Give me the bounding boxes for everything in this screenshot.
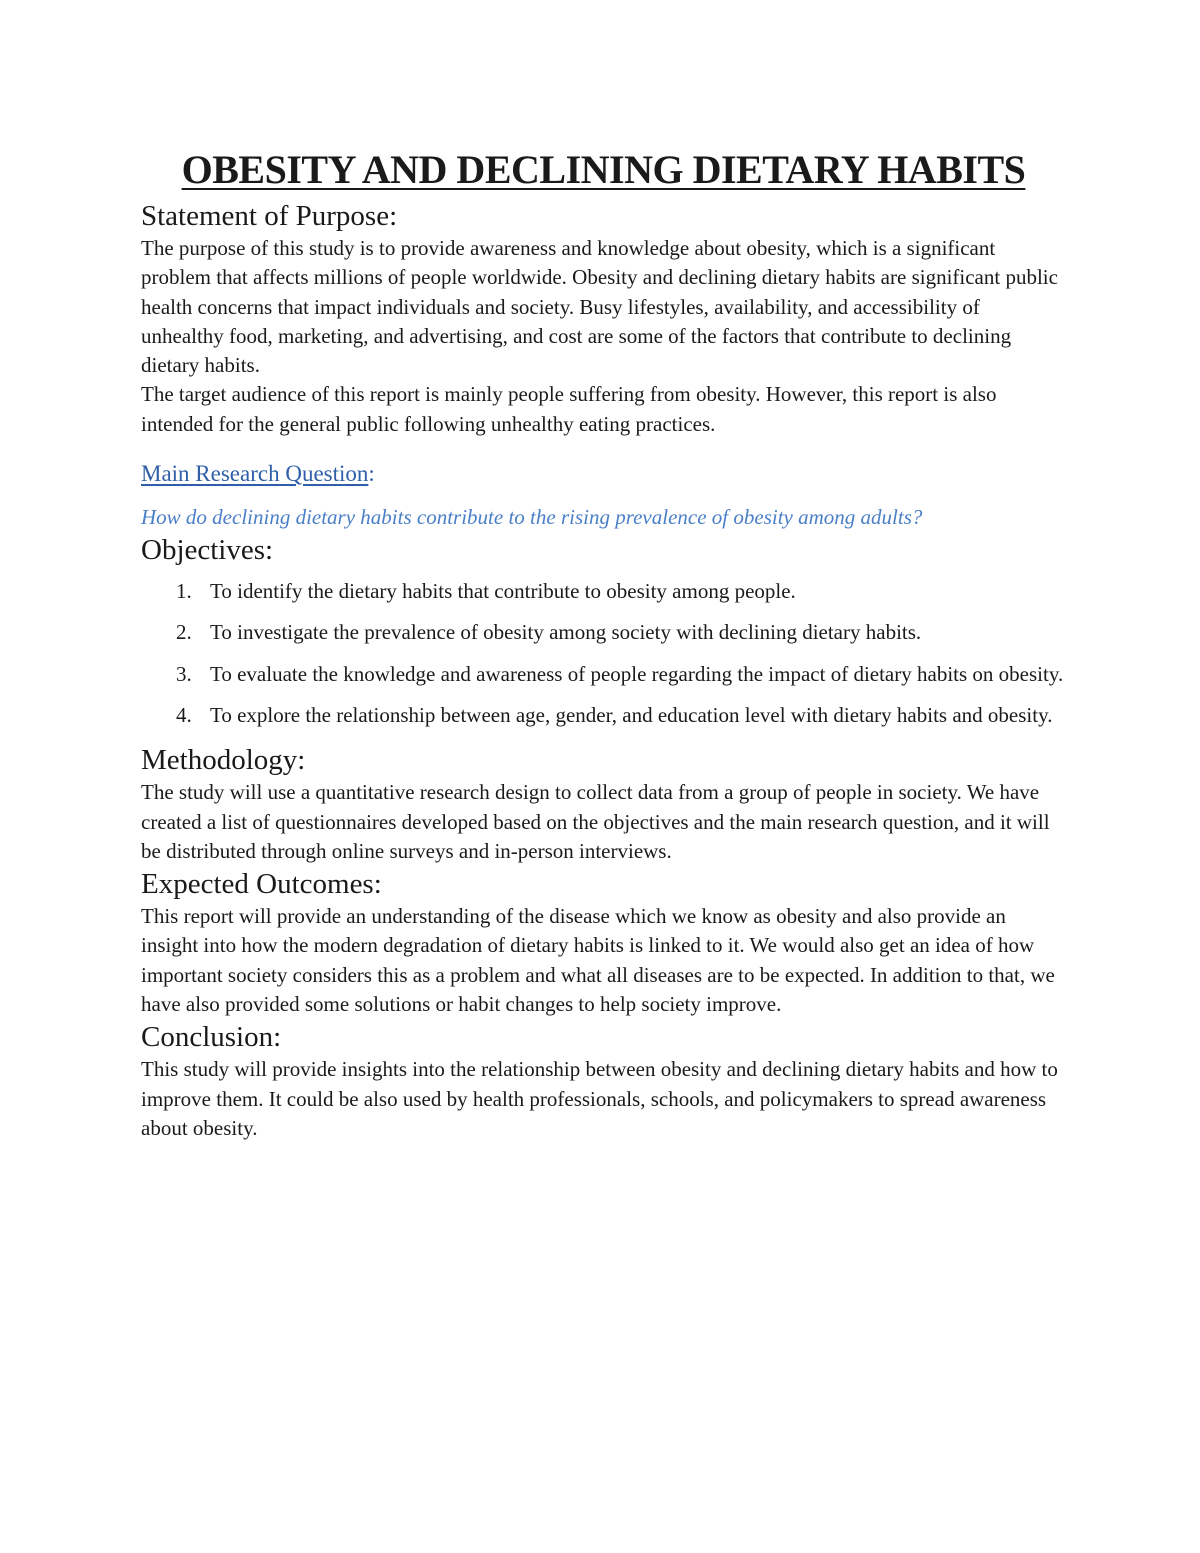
- list-item-text: To explore the relationship between age, gender, and education level with dietary habits and obesity.: [210, 702, 1053, 727]
- methodology-paragraph: The study will use a quantitative research design to collect data from a group of people in society. We have created a list of questionnaires developed based on the objectives and the main research question, and it will be distributed through online surveys and in-person interviews.: [141, 780, 1050, 863]
- research-question-text: How do declining dietary habits contribute to the rising prevalence of obesity among adults?: [141, 505, 923, 530]
- list-item: [141, 618, 1066, 647]
- list-item-number: 1.: [176, 579, 192, 604]
- audience-paragraph: The target audience of this report is mainly people suffering from obesity. However, this report is also intended for the general public following unhealthy eating practices.: [141, 382, 997, 436]
- list-item-text: To identify the dietary habits that contribute to obesity among people.: [210, 579, 796, 604]
- conclusion-paragraph: This study will provide insights into the relationship between obesity and declining dietary habits and how to improve them. It could be also used by health professionals, schools, and policymakers to spread awareness about obesity.: [141, 1057, 1058, 1140]
- list-item-number: 2.: [176, 620, 192, 645]
- conclusion-heading: Conclusion:: [141, 1021, 282, 1054]
- outcomes-heading: Expected Outcomes:: [141, 868, 382, 901]
- list-item: [141, 660, 1066, 689]
- purpose-paragraph: The purpose of this study is to provide awareness and knowledge about obesity, which is a significant problem that affects millions of people worldwide. Obesity and declining dietary habits are significant public health concerns that impact individuals and society. Busy lifestyles, availability, and accessibility of unhealthy food, marketing, and advertising, and cost are some of the factors that contribute to declining dietary habits.: [141, 236, 1058, 378]
- methodology-heading: Methodology:: [141, 744, 306, 777]
- objectives-heading: Objectives:: [141, 534, 274, 567]
- objectives-list: [141, 577, 1066, 730]
- outcomes-paragraph: This report will provide an understanding of the disease which we know as obesity and also provide an insight into how the modern degradation of dietary habits is linked to it. We would also get an idea of how important society considers this as a problem and what all diseases are to be expected. In addition to that, we have also provided some solutions or habit changes to help society improve.: [141, 904, 1055, 1017]
- list-item: [141, 701, 1066, 730]
- purpose-heading: Statement of Purpose:: [141, 200, 398, 232]
- document-page: [141, 0, 1066, 1143]
- list-item: [141, 577, 1066, 606]
- list-item-text: To investigate the prevalence of obesity among society with declining dietary habits.: [210, 620, 922, 645]
- list-item-number: 4.: [176, 702, 192, 727]
- research-question-colon: :: [368, 461, 375, 487]
- research-question-heading: [141, 459, 1066, 489]
- document-title: OBESITY AND DECLINING DIETARY HABITS: [181, 147, 1026, 192]
- list-item-text: To evaluate the knowledge and awareness of people regarding the impact of dietary habits on obesity.: [210, 661, 1064, 686]
- list-item-number: 3.: [176, 661, 192, 686]
- research-question-link[interactable]: Main Research Question: [141, 461, 369, 487]
